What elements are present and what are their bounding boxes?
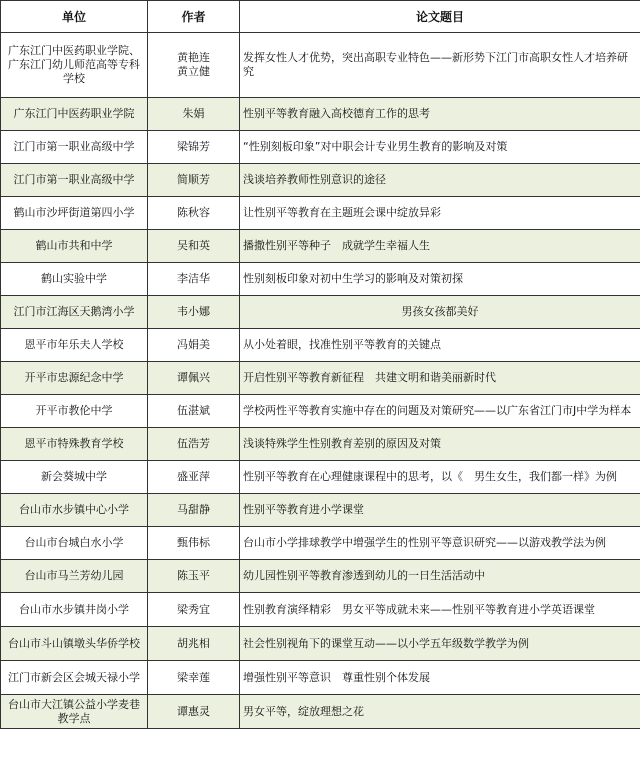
title-cell: 台山市小学排球教学中增强学生的性别平等意识研究——以游戏教学法为例 <box>240 527 640 560</box>
table-row <box>1 98 640 131</box>
unit-cell: 台山市大江镇公益小学麦巷教学点 <box>1 695 148 729</box>
unit-cell: 江门市第一职业高级中学 <box>1 164 148 197</box>
unit-cell: 台山市马兰芳幼儿园 <box>1 560 148 593</box>
header-unit: 单位 <box>1 1 148 33</box>
title-cell: 发挥女性人才优势，突出高职专业特色——新形势下江门市高职女性人才培养研究 <box>240 33 640 98</box>
author-cell: 陈玉平 <box>148 560 240 593</box>
unit-cell: 恩平市特殊教育学校 <box>1 428 148 461</box>
header-row <box>1 1 640 33</box>
author-cell: 简顺芳 <box>148 164 240 197</box>
author-cell: 马甜静 <box>148 494 240 527</box>
title-cell: 性别平等教育在心理健康课程中的思考，以《 男生女生，我们都一样》为例 <box>240 461 640 494</box>
unit-cell: 鹤山实验中学 <box>1 263 148 296</box>
table-row <box>1 627 640 661</box>
author-cell: 胡兆相 <box>148 627 240 661</box>
unit-cell: 广东江门中医药职业学院、广东江门幼儿师范高等专科学校 <box>1 33 148 98</box>
table-row <box>1 263 640 296</box>
title-cell: 男孩女孩都美好 <box>240 296 640 329</box>
unit-cell: 江门市第一职业高级中学 <box>1 131 148 164</box>
title-cell: 性别平等教育进小学课堂 <box>240 494 640 527</box>
table-row <box>1 428 640 461</box>
title-cell: 增强性别平等意识 尊重性别个体发展 <box>240 661 640 695</box>
author-cell: 梁锦芳 <box>148 131 240 164</box>
author-cell: 李洁华 <box>148 263 240 296</box>
unit-cell: 恩平市年乐夫人学校 <box>1 329 148 362</box>
author-cell: 冯娟美 <box>148 329 240 362</box>
title-cell: 幼儿园性别平等教育渗透到幼儿的一日生活活动中 <box>240 560 640 593</box>
title-cell: 性别平等教育融入高校德育工作的思考 <box>240 98 640 131</box>
table-row <box>1 661 640 695</box>
title-cell: 从小处着眼，找准性别平等教育的关键点 <box>240 329 640 362</box>
title-cell: 浅谈特殊学生性别教育差别的原因及对策 <box>240 428 640 461</box>
unit-cell: 台山市斗山镇墩头华侨学校 <box>1 627 148 661</box>
author-cell: 伍浩芳 <box>148 428 240 461</box>
author-cell: 韦小娜 <box>148 296 240 329</box>
author-cell: 谭惠灵 <box>148 695 240 729</box>
unit-cell: 鹤山市共和中学 <box>1 230 148 263</box>
title-cell: 男女平等，绽放理想之花 <box>240 695 640 729</box>
table-row <box>1 230 640 263</box>
title-cell: 浅谈培养教师性别意识的途径 <box>240 164 640 197</box>
header-author: 作者 <box>148 1 240 33</box>
author-name: 黄艳连 <box>177 51 210 64</box>
author-cell: 陈秋容 <box>148 197 240 230</box>
unit-cell: 开平市教伦中学 <box>1 395 148 428</box>
author-cell: 梁幸莲 <box>148 661 240 695</box>
author-cell: 伍湛斌 <box>148 395 240 428</box>
author-cell: 朱娟 <box>148 98 240 131</box>
table-row <box>1 296 640 329</box>
table-row <box>1 527 640 560</box>
unit-cell: 台山市台城白水小学 <box>1 527 148 560</box>
title-cell: 性别刻板印象对初中生学习的影响及对策初探 <box>240 263 640 296</box>
author-cell: 甄伟标 <box>148 527 240 560</box>
table-row <box>1 695 640 729</box>
table-row <box>1 33 640 98</box>
author-cell: 盛亚萍 <box>148 461 240 494</box>
unit-cell: 鹤山市沙坪街道第四小学 <box>1 197 148 230</box>
table-row <box>1 395 640 428</box>
unit-cell: 广东江门中医药职业学院 <box>1 98 148 131</box>
title-cell: 播撒性别平等种子 成就学生幸福人生 <box>240 230 640 263</box>
table-row <box>1 164 640 197</box>
title-cell: 让性别平等教育在主题班会课中绽放异彩 <box>240 197 640 230</box>
author-cell: 吴和英 <box>148 230 240 263</box>
title-cell: “性别刻板印象”对中职会计专业男生教育的影响及对策 <box>240 131 640 164</box>
table-row <box>1 593 640 627</box>
unit-cell: 新会葵城中学 <box>1 461 148 494</box>
author-cell <box>148 33 240 98</box>
unit-cell: 台山市水步镇井岗小学 <box>1 593 148 627</box>
title-cell: 开启性别平等教育新征程 共建文明和谐美丽新时代 <box>240 362 640 395</box>
table-row <box>1 197 640 230</box>
author-cell: 谭佩兴 <box>148 362 240 395</box>
unit-cell: 台山市水步镇中心小学 <box>1 494 148 527</box>
title-cell: 学校两性平等教育实施中存在的问题及对策研究——以广东省江门市J中学为样本 <box>240 395 640 428</box>
table-row <box>1 362 640 395</box>
table-row <box>1 461 640 494</box>
table-row <box>1 329 640 362</box>
unit-cell: 江门市新会区会城天禄小学 <box>1 661 148 695</box>
title-cell: 性别教育演绎精彩 男女平等成就未来——性别平等教育进小学英语课堂 <box>240 593 640 627</box>
author-name: 黄立健 <box>177 65 210 78</box>
table-row <box>1 494 640 527</box>
title-cell: 社会性别视角下的课堂互动——以小学五年级数学教学为例 <box>240 627 640 661</box>
author-cell: 梁秀宜 <box>148 593 240 627</box>
table-row <box>1 131 640 164</box>
unit-cell: 开平市忠源纪念中学 <box>1 362 148 395</box>
table-row <box>1 560 640 593</box>
unit-cell: 江门市江海区天鹅湾小学 <box>1 296 148 329</box>
header-title: 论文题目 <box>240 1 640 33</box>
